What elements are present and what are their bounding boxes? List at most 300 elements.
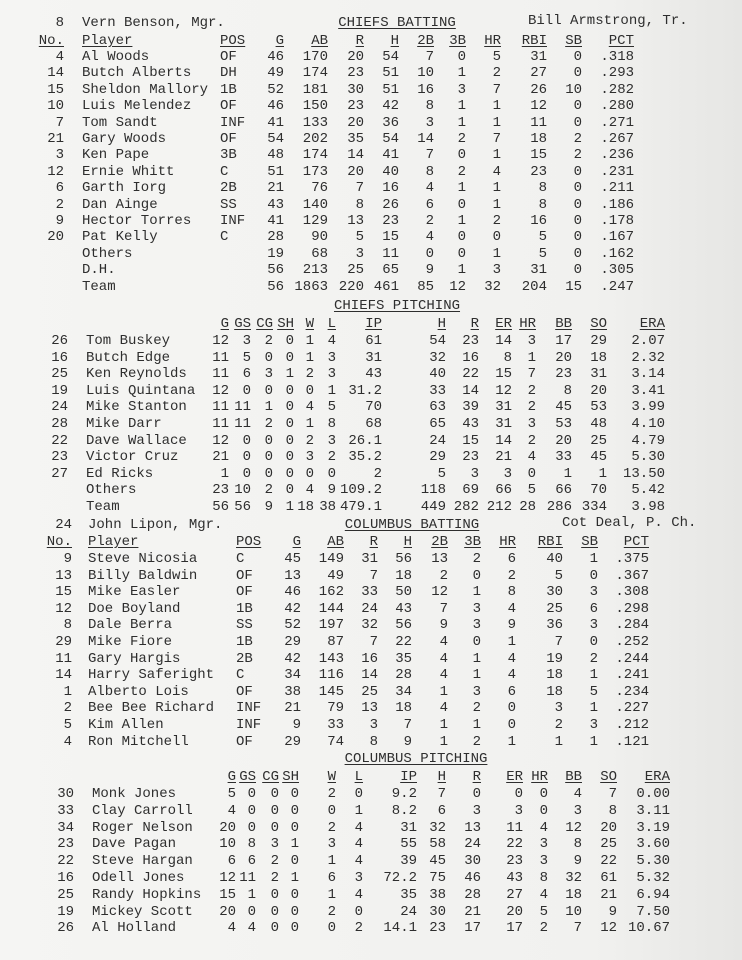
stat-cell: 41 <box>382 147 399 163</box>
stat-cell: 1 <box>327 853 336 869</box>
stat-cell: 1 <box>507 634 516 650</box>
stat-cell: 12 <box>212 433 229 449</box>
stat-cell: 72.2 <box>383 870 417 886</box>
stat-cell: 11 <box>212 350 229 366</box>
stat-cell: 118 <box>420 482 446 498</box>
stat-cell: 5.30 <box>636 853 670 869</box>
stat-cell: 29 <box>429 449 446 465</box>
stat-cell: 1 <box>264 399 273 415</box>
stat-cell: 24 <box>464 836 481 852</box>
stat-cell: 1 <box>589 734 598 750</box>
stat-cell: OF <box>236 734 253 750</box>
stat-cell: 0 <box>472 568 481 584</box>
player-name: Ernie Whitt <box>82 164 175 180</box>
stat-cell: INF <box>220 213 246 229</box>
stat-cell: 14 <box>55 667 72 683</box>
stat-cell: 3 <box>539 836 548 852</box>
player-name: Mike Easler <box>88 584 181 600</box>
column-header: L <box>354 769 363 785</box>
stat-cell: 0 <box>573 115 582 131</box>
stat-cell: 14.1 <box>383 920 417 936</box>
section-title: CHIEFS BATTING <box>338 15 456 31</box>
stat-cell: 65 <box>429 416 446 432</box>
stat-cell: 20 <box>555 433 572 449</box>
column-header: ER <box>506 769 523 785</box>
column-header: SB <box>565 33 582 49</box>
stat-cell: 7 <box>573 920 582 936</box>
column-header: SH <box>282 769 299 785</box>
stat-cell: 0 <box>573 213 582 229</box>
stat-cell: 2 <box>63 700 72 716</box>
stat-cell: 8 <box>327 416 336 432</box>
stat-cell: 0 <box>457 147 466 163</box>
stat-cell: 2B <box>236 651 253 667</box>
stat-cell: 20 <box>219 904 236 920</box>
stat-cell: 116 <box>318 667 344 683</box>
stat-cell: 1 <box>305 350 314 366</box>
stat-cell: 6 <box>437 803 446 819</box>
stat-cell: 145 <box>318 684 344 700</box>
stat-cell: 11 <box>234 399 251 415</box>
stat-cell: 5.42 <box>631 482 665 498</box>
stat-cell: 16 <box>382 180 399 196</box>
stat-cell: 4 <box>247 920 256 936</box>
player-name: Victor Cruz <box>86 449 179 465</box>
stat-cell: 21 <box>212 449 229 465</box>
stat-cell: 0 <box>290 904 299 920</box>
stat-cell: 7 <box>492 131 501 147</box>
column-header: POS <box>220 33 246 49</box>
stat-cell: 30 <box>57 786 74 802</box>
stat-cell: 16 <box>361 651 378 667</box>
stat-cell: 3 <box>354 870 363 886</box>
stat-cell: 2 <box>327 449 336 465</box>
stat-cell: 23 <box>382 213 399 229</box>
stat-cell: 3 <box>327 433 336 449</box>
stat-cell: 25 <box>546 601 563 617</box>
stat-cell: .293 <box>600 65 634 81</box>
stat-cell: 43 <box>506 870 523 886</box>
stat-cell: 26 <box>530 82 547 98</box>
stat-cell: 25 <box>361 684 378 700</box>
column-header: H <box>390 33 399 49</box>
stat-cell: 11 <box>382 246 399 262</box>
stat-cell: 33 <box>327 717 344 733</box>
stat-cell: 8 <box>538 197 547 213</box>
player-name: Butch Edge <box>86 350 171 366</box>
stat-cell: C <box>220 229 229 245</box>
stat-cell: 0 <box>264 449 273 465</box>
stat-cell: .284 <box>615 617 649 633</box>
column-header: HR <box>519 316 536 332</box>
stat-cell: 51 <box>267 164 284 180</box>
stat-cell: 6 <box>242 366 251 382</box>
stat-cell: 3 <box>472 617 481 633</box>
stat-cell: 55 <box>400 836 417 852</box>
player-name: Roger Nelson <box>92 820 193 836</box>
player-name: Alberto Lois <box>88 684 189 700</box>
stat-cell: 5 <box>437 466 446 482</box>
player-name: Tom Buskey <box>86 333 171 349</box>
stat-cell: 31 <box>365 350 382 366</box>
stat-cell: 23 <box>462 449 479 465</box>
stat-cell: 0 <box>305 383 314 399</box>
column-header: 3B <box>464 534 481 550</box>
stat-cell: 0 <box>247 904 256 920</box>
stat-cell: 39 <box>400 853 417 869</box>
stat-cell: 0 <box>242 449 251 465</box>
stat-cell: 23 <box>212 482 229 498</box>
stat-cell: 4 <box>439 651 448 667</box>
player-name: Hector Torres <box>82 213 192 229</box>
stat-cell: 1 <box>290 836 299 852</box>
stat-cell: 23 <box>555 366 572 382</box>
stat-cell: 8 <box>507 584 516 600</box>
stat-cell: 7 <box>355 180 364 196</box>
stat-cell: 0 <box>472 634 481 650</box>
stat-cell: 3 <box>327 836 336 852</box>
stat-cell: 20 <box>600 820 617 836</box>
stat-cell: 2 <box>55 197 64 213</box>
staff-credit: Bill Armstrong, Tr. <box>528 13 688 29</box>
stat-cell: 26 <box>51 333 68 349</box>
stat-cell: .247 <box>600 279 634 295</box>
stat-cell: OF <box>220 49 237 65</box>
stat-cell: 0 <box>242 433 251 449</box>
stat-cell: 6 <box>247 853 256 869</box>
stat-cell: 13 <box>464 820 481 836</box>
stat-cell: 0 <box>270 904 279 920</box>
stat-cell: 1 <box>457 262 466 278</box>
stat-cell: 18 <box>546 667 563 683</box>
stat-cell: .186 <box>600 197 634 213</box>
stat-cell: 8 <box>425 164 434 180</box>
stat-cell: 34 <box>395 684 412 700</box>
player-name: Team <box>82 279 116 295</box>
stat-cell: 20 <box>590 383 607 399</box>
stat-cell: .121 <box>615 734 649 750</box>
stat-cell: 0.00 <box>636 786 670 802</box>
stat-cell: 8 <box>573 836 582 852</box>
stat-cell: 0 <box>285 333 294 349</box>
stat-cell: 9 <box>327 482 336 498</box>
stat-cell: 8 <box>563 383 572 399</box>
stat-cell: 4.79 <box>631 433 665 449</box>
stat-cell: 31 <box>530 262 547 278</box>
stat-cell: 3 <box>589 584 598 600</box>
stat-cell: OF <box>236 568 253 584</box>
stat-cell: 45 <box>284 551 301 567</box>
stat-cell: 3B <box>220 147 237 163</box>
stat-cell: 1B <box>220 82 237 98</box>
stat-cell: 2 <box>539 920 548 936</box>
stat-cell: 25 <box>347 262 364 278</box>
stat-cell: 0 <box>285 350 294 366</box>
stat-cell: 9 <box>573 853 582 869</box>
section-title: COLUMBUS BATTING <box>344 517 480 533</box>
stat-cell: 42 <box>284 601 301 617</box>
stat-cell: 48 <box>267 147 284 163</box>
stat-cell: 0 <box>573 65 582 81</box>
stat-cell: 2 <box>527 433 536 449</box>
stat-cell: 23 <box>530 164 547 180</box>
stat-cell: 56 <box>267 262 284 278</box>
stat-cell: 40 <box>382 164 399 180</box>
stat-cell: 30 <box>429 904 446 920</box>
stat-cell: 1 <box>598 466 607 482</box>
stat-cell: 0 <box>573 229 582 245</box>
stat-cell: 23 <box>51 449 68 465</box>
stat-cell: 28 <box>395 667 412 683</box>
stat-cell: 20 <box>219 820 236 836</box>
stat-cell: 7 <box>439 601 448 617</box>
manager-name: John Lipon, Mgr. <box>88 517 223 533</box>
column-header: POS <box>236 534 262 550</box>
stat-cell: 10 <box>417 65 434 81</box>
stat-cell: 54 <box>382 131 399 147</box>
stat-cell: 20 <box>506 904 523 920</box>
stat-cell: 0 <box>573 262 582 278</box>
stat-cell: 75 <box>429 870 446 886</box>
stat-cell: .236 <box>600 147 634 163</box>
stat-cell: 1 <box>457 65 466 81</box>
stat-cell: 0 <box>290 786 299 802</box>
stat-cell: 85 <box>417 279 434 295</box>
stat-cell: 1 <box>527 350 536 366</box>
stat-cell: 29 <box>284 734 301 750</box>
stat-cell: 6 <box>589 601 598 617</box>
stat-cell: 11 <box>530 115 547 131</box>
stat-cell: 129 <box>302 213 328 229</box>
stat-cell: 56 <box>234 499 251 515</box>
stat-cell: 0 <box>507 717 516 733</box>
stat-cell: SS <box>236 617 253 633</box>
stat-cell: 3 <box>554 700 563 716</box>
stat-cell: 23 <box>347 98 364 114</box>
stat-cell: 7 <box>608 786 617 802</box>
stat-cell: 54 <box>267 131 284 147</box>
stat-cell: SS <box>220 197 237 213</box>
stat-cell: 15 <box>495 366 512 382</box>
stat-cell: 18 <box>565 887 582 903</box>
stat-cell: 52 <box>284 617 301 633</box>
stat-cell: 16 <box>51 350 68 366</box>
player-name: Clay Carroll <box>92 803 193 819</box>
stat-cell: 1 <box>305 333 314 349</box>
stat-cell: 46 <box>267 98 284 114</box>
player-name: Ken Pape <box>82 147 150 163</box>
stat-cell: 1 <box>492 197 501 213</box>
column-header: G <box>275 33 284 49</box>
stat-cell: 5 <box>554 568 563 584</box>
column-header: BB <box>565 769 582 785</box>
player-name: Mike Fiore <box>88 634 173 650</box>
stat-cell: 53 <box>555 416 572 432</box>
stat-cell: .305 <box>600 262 634 278</box>
stat-cell: 4 <box>55 49 64 65</box>
stat-cell: C <box>220 164 229 180</box>
player-name: Gary Woods <box>82 131 167 147</box>
stat-cell: 5 <box>538 246 547 262</box>
stat-cell: 39 <box>462 399 479 415</box>
player-name: Mike Stanton <box>86 399 187 415</box>
column-header: No. <box>46 534 72 550</box>
stat-cell: 45 <box>429 853 446 869</box>
stat-cell: 3 <box>472 601 481 617</box>
stat-cell: 3 <box>369 717 378 733</box>
stat-cell: 1 <box>285 499 294 515</box>
column-header: H <box>437 316 446 332</box>
stat-cell: 66 <box>495 482 512 498</box>
stat-cell: 286 <box>546 499 572 515</box>
stat-cell: INF <box>220 115 246 131</box>
player-name: Odell Jones <box>92 870 185 886</box>
stat-cell: 31 <box>361 551 378 567</box>
stat-cell: 0 <box>242 383 251 399</box>
column-header: R <box>470 316 479 332</box>
stat-cell: 33 <box>57 803 74 819</box>
stat-cell: 0 <box>270 887 279 903</box>
stat-cell: 1 <box>290 870 299 886</box>
stat-cell: 479.1 <box>339 499 382 515</box>
stat-cell: 4 <box>492 164 501 180</box>
stat-cell: 8 <box>369 734 378 750</box>
stat-cell: 40 <box>429 366 446 382</box>
stat-cell: 8.2 <box>391 803 417 819</box>
stat-cell: 29 <box>590 333 607 349</box>
stat-cell: 28 <box>519 499 536 515</box>
stat-cell: 22 <box>57 853 74 869</box>
stat-cell: 4 <box>327 333 336 349</box>
stat-cell: 0 <box>270 786 279 802</box>
stat-cell: 6 <box>227 853 236 869</box>
stat-cell: 23 <box>506 853 523 869</box>
stat-cell: 1 <box>492 98 501 114</box>
stat-cell: 3 <box>264 366 273 382</box>
stat-cell: 0 <box>573 246 582 262</box>
stat-cell: 1 <box>589 700 598 716</box>
column-header: SO <box>590 316 607 332</box>
stat-cell: 5 <box>538 229 547 245</box>
stat-cell: 7 <box>492 82 501 98</box>
stat-cell: 0 <box>425 246 434 262</box>
stat-cell: 41 <box>267 213 284 229</box>
stat-cell: 35 <box>395 651 412 667</box>
column-header: SH <box>277 316 294 332</box>
stat-cell: DH <box>220 65 237 81</box>
stat-cell: 2.07 <box>631 333 665 349</box>
stat-cell: 14 <box>361 667 378 683</box>
column-header: W <box>305 316 314 332</box>
stat-cell: 12 <box>495 383 512 399</box>
stat-cell: 28 <box>51 416 68 432</box>
stat-cell: 1 <box>492 147 501 163</box>
stat-cell: 21 <box>600 887 617 903</box>
stat-cell: 4 <box>227 920 236 936</box>
stat-cell: 16 <box>417 82 434 98</box>
stat-cell: 54 <box>429 333 446 349</box>
stat-cell: 10.67 <box>627 920 670 936</box>
stat-cell: 22 <box>600 853 617 869</box>
player-name: Billy Baldwin <box>88 568 198 584</box>
player-name: Steve Nicosia <box>88 551 198 567</box>
stat-cell: .162 <box>600 246 634 262</box>
stat-cell: 26.1 <box>348 433 382 449</box>
stat-cell: 15 <box>382 229 399 245</box>
column-header: R <box>472 769 481 785</box>
stat-cell: 202 <box>302 131 328 147</box>
stat-cell: 27 <box>506 887 523 903</box>
player-name: Sheldon Mallory <box>82 82 209 98</box>
stat-cell: 5 <box>589 684 598 700</box>
stat-cell: 0 <box>457 49 466 65</box>
stat-cell: 0 <box>285 399 294 415</box>
stat-cell: 54 <box>382 49 399 65</box>
stat-cell: 133 <box>302 115 328 131</box>
stat-cell: 25 <box>590 433 607 449</box>
stat-cell: 14 <box>462 383 479 399</box>
stat-cell: 1 <box>439 684 448 700</box>
stat-cell: 197 <box>318 617 344 633</box>
stat-cell: 6 <box>507 551 516 567</box>
stat-cell: 7 <box>369 568 378 584</box>
player-name: Monk Jones <box>92 786 177 802</box>
stat-cell: 3 <box>527 416 536 432</box>
stat-cell: 2 <box>492 213 501 229</box>
stat-cell: 449 <box>420 499 446 515</box>
stat-cell: 35.2 <box>348 449 382 465</box>
stat-cell: 5 <box>63 717 72 733</box>
stat-cell: 0 <box>472 786 481 802</box>
stat-cell: 2 <box>554 717 563 733</box>
stat-cell: 1 <box>285 366 294 382</box>
stat-cell: 7 <box>554 634 563 650</box>
stat-cell: 3 <box>503 466 512 482</box>
player-name: Ed Ricks <box>86 466 154 482</box>
stat-cell: 25 <box>51 366 68 382</box>
stat-cell: 74 <box>327 734 344 750</box>
stat-cell: 0 <box>354 786 363 802</box>
stat-cell: 7 <box>403 717 412 733</box>
column-header: GS <box>239 769 256 785</box>
stat-cell: 29 <box>284 634 301 650</box>
stat-cell: 42 <box>284 651 301 667</box>
stat-cell: 149 <box>318 551 344 567</box>
stat-cell: 20 <box>347 115 364 131</box>
stat-cell: 21 <box>267 180 284 196</box>
stat-cell: 43 <box>365 366 382 382</box>
column-header: ERA <box>644 769 670 785</box>
column-header: H <box>437 769 446 785</box>
stat-cell: 2 <box>305 366 314 382</box>
stat-cell: 1 <box>439 734 448 750</box>
column-header: G <box>292 534 301 550</box>
stat-cell: 1 <box>327 383 336 399</box>
player-name: Butch Alberts <box>82 65 192 81</box>
stat-cell: 16 <box>57 870 74 886</box>
stat-cell: 12 <box>47 164 64 180</box>
stat-cell: 45 <box>555 399 572 415</box>
stat-cell: 334 <box>581 499 607 515</box>
column-header: GS <box>234 316 251 332</box>
stat-cell: 143 <box>318 651 344 667</box>
stat-cell: .231 <box>600 164 634 180</box>
column-header: 3B <box>449 33 466 49</box>
stat-cell: 0 <box>573 197 582 213</box>
stat-cell: 3 <box>514 803 523 819</box>
stat-cell: 76 <box>311 180 328 196</box>
stat-cell: 3.60 <box>636 836 670 852</box>
